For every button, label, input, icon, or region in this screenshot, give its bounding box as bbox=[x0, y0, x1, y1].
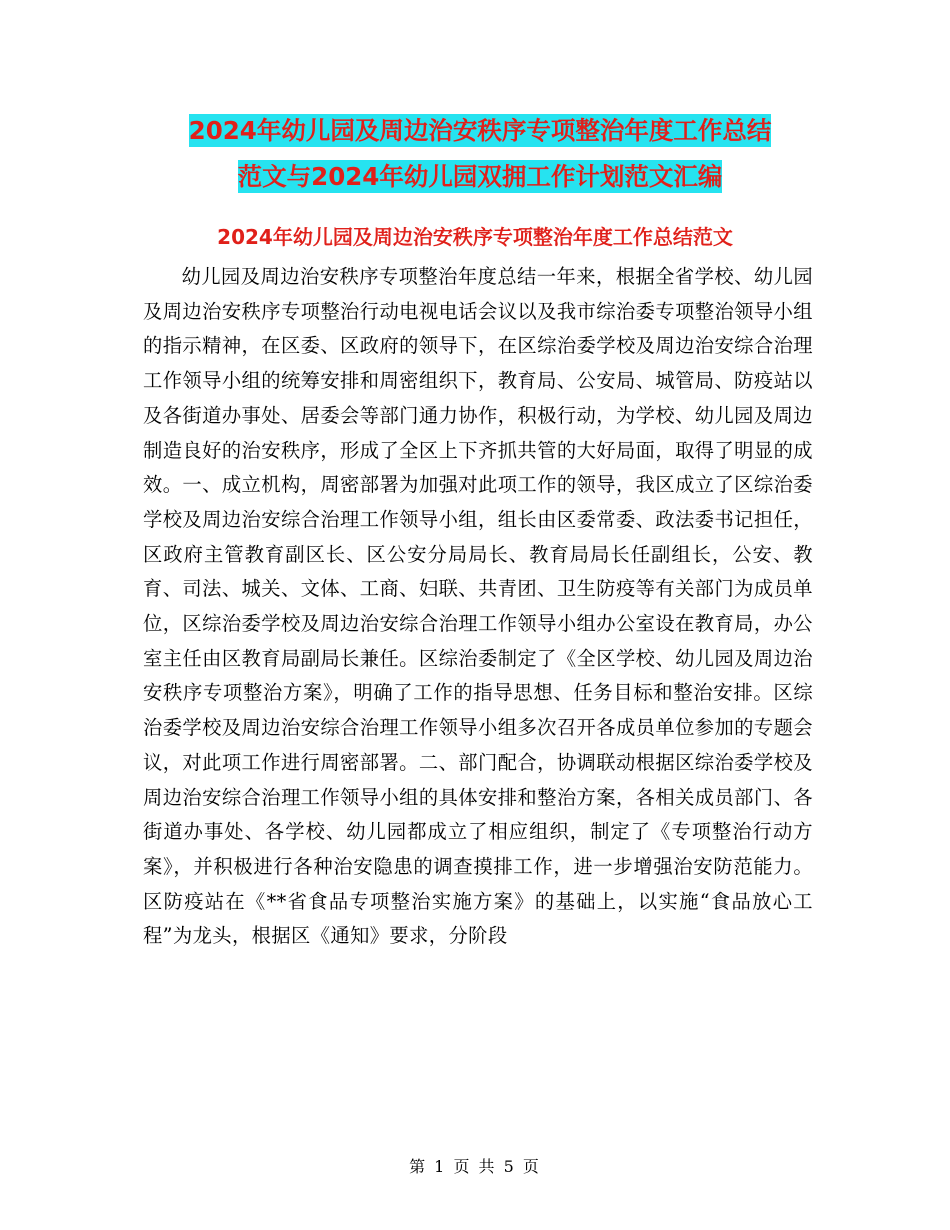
title-line-2: 范文与2024年幼儿园双拥工作计划范文汇编 bbox=[237, 162, 723, 191]
title-line-1: 2024年幼儿园及周边治安秩序专项整治年度工作总结 bbox=[188, 116, 772, 145]
document-title bbox=[140, 108, 820, 200]
section-title: 2024年幼儿园及周边治安秩序专项整治年度工作总结范文 bbox=[217, 225, 733, 249]
body-paragraph: 幼儿园及周边治安秩序专项整治年度总结一年来，根据全省学校、幼儿园及周边治安秩序专项整治行动电视电话会议以及我市综治委专项整治领导小组的指示精神，在区委、区政府的领导下，在区综治委学校及周边治安综合治理工作领导小组的统筹安排和周密组织下，教育局、公安局、城管局、防疫站以及各街道办事处、居委会等部门通力协作，积极行动，为学校、幼儿园及周边制造良好的治安秩序，形成了全区上下齐抓共管的大好局面，取得了明显的成效。一、成立机构，周密部署为加强对此项工作的领导，我区成立了区综治委学校及周边治安综合治理工作领导小组，组长由区委常委、政法委书记担任，区政府主管教育副区长、区公安分局局长、教育局局长任副组长，公安、教育、司法、城关、文体、工商、妇联、共青团、卫生防疫等有关部门为成员单位，区综治委学校及周边治安综合治理工作领导小组办公室设在教育局，办公室主任由区教育局副局长兼任。区综治委制定了《全区学校、幼儿园及周边治安秩序专项整治方案》，明确了工作的指导思想、任务目标和整治安排。区综治委学校及周边治安综合治理工作领导小组多次召开各成员单位参加的专题会议，对此项工作进行周密部署。二、部门配合，协调联动根据区综治委学校及周边治安综合治理工作领导小组的具体安排和整治方案，各相关成员部门、各街道办事处、各学校、幼儿园都成立了相应组织，制定了《专项整治行动方案》，并积极进行各种治安隐患的调查摸排工作，进一步增强治安防范能力。区防疫站在《**省食品专项整治实施方案》的基础上，以实施“食品放心工程”为龙头，根据区《通知》要求，分阶段 bbox=[143, 265, 813, 948]
page-footer: 第 1 页 共 5 页 bbox=[409, 1157, 541, 1176]
